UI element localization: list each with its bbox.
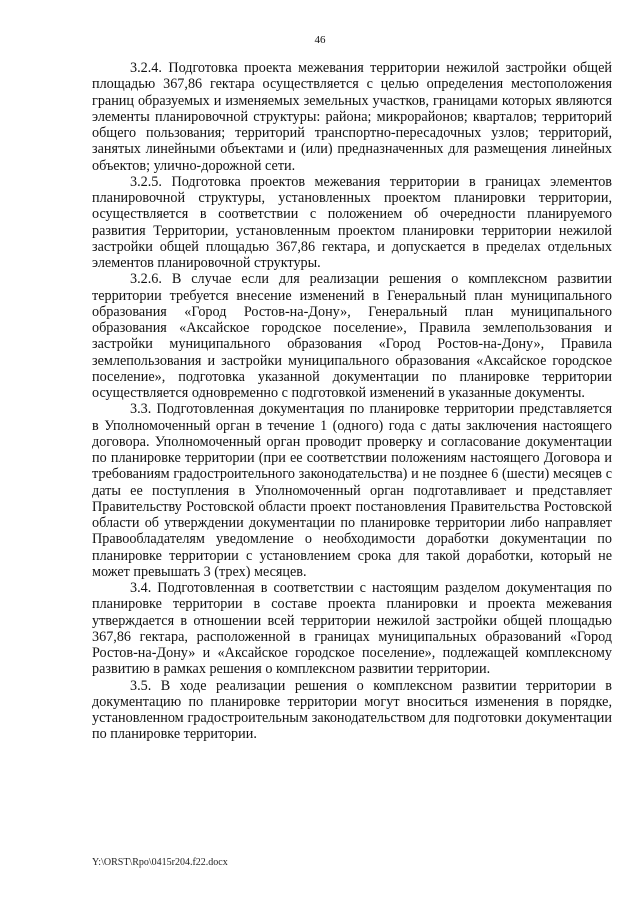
paragraph-3-3: 3.3. Подготовленная документация по планировке территории представляется в Уполномоченный орган в течение 1 (одного) года с даты заключения настоящего договора. Уполномоченный орган проводит проверку и согласование документации по планировке территории (при ее соответствии положениям настоящего Договора и требованиям градостроительного законодательства) и не позднее 6 (шести) месяцев с даты ее поступления в Уполномоченный орган подготавливает и представляет Правительству Ростовской области проект постановления Правительства Ростовской области об утверждении документации по планировке территории либо направляет Правообладателям уведомление о необходимости доработки документации по планировке территории с установлением срока для такой доработки, который не может превышать 3 (трех) месяцев. <box>92 401 612 580</box>
page-number: 46 <box>314 34 326 46</box>
paragraph-3-2-5: 3.2.5. Подготовка проектов межевания территории в границах элементов планировочной структуры, установленных проектом планировки территории, осуществляется в соответствии с положением об очередности планируемого развития Территории, установленным проектом планировки территории нежилой застройки общей площадью 367,86 гектара, и допускается в пределах отдельных элементов планировочной структуры. <box>92 173 612 271</box>
paragraph-3-5: 3.5. В ходе реализации решения о комплексном развитии территории в документацию по планировке территории могут вноситься изменения в порядке, установленном градостроительным законодательством для подготовки документации по планировке территории. <box>92 677 612 743</box>
document-body <box>92 60 612 743</box>
paragraph-3-2-4: 3.2.4. Подготовка проекта межевания территории нежилой застройки общей площадью 367,86 гектара осуществляется с целью определения местоположения границ образуемых и изменяемых земельных участков, границами которых являются элементы планировочной структуры: района; микрорайонов; кварталов; территорий общего пользования; территорий транспортно-пересадочных узлов; территорий, занятых линейными объектами и (или) предназначенных для размещения линейных объектов; улично-дорожной сети. <box>92 60 612 174</box>
paragraph-3-4: 3.4. Подготовленная в соответствии с настоящим разделом документация по планировке территории в составе проекта планировки и проекта межевания утверждается в отношении всей территории нежилой застройки общей площадью 367,86 гектара, расположенной в границах муниципальных образований «Город Ростов-на-Дону» и «Аксайское городское поселение», подлежащей комплексному развитию в рамках решения о комплексном развитии территории. <box>92 580 612 678</box>
footer-file-path: Y:\ORST\Rpo\0415r204.f22.docx <box>92 857 228 868</box>
paragraph-3-2-6: 3.2.6. В случае если для реализации решения о комплексном развитии территории требуется внесение изменений в Генеральный план муниципального образования «Город Ростов-на-Дону», Генеральный план муниципального образования «Аксайское городское поселение», Правила землепользования и застройки муниципального образования «Город Ростов-на-Дону», Правила землепользования и застройки муниципального образования «Аксайское городское поселение», подготовка указанной документации по планировке территории осуществляется одновременно с подготовкой изменений в указанные документы. <box>92 271 612 401</box>
